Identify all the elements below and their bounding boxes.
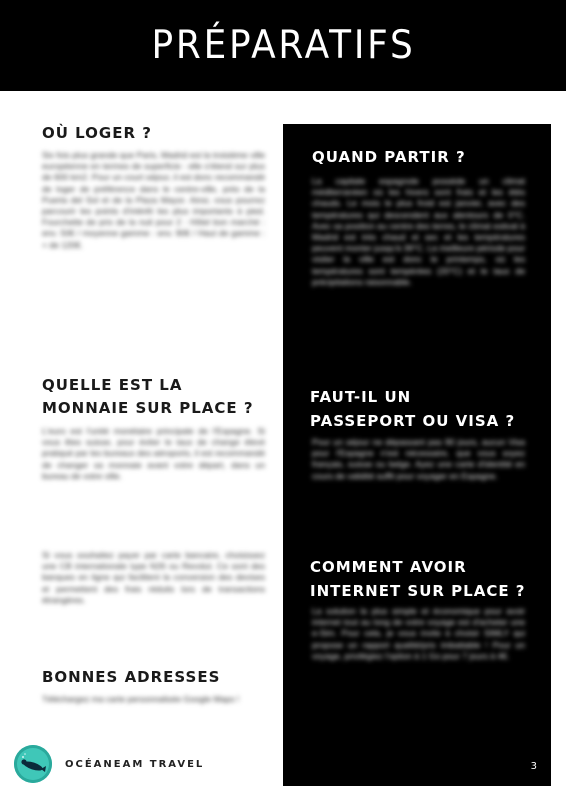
- page-title: PRÉPARATIFS: [150, 23, 416, 68]
- body-monnaie-1: L'euro est l'unité monétaire principale de l'Espagne. Si vous êtes suisse, pour éviter le taux de change élevé pratiqué par les bureaux des aéroports, il est recommandé de changer sa monnaie avant votre départ, dans un bureau de votre ville.: [42, 426, 265, 481]
- heading-internet-line2: INTERNET SUR PLACE ?: [310, 582, 526, 600]
- page-header: [0, 0, 566, 91]
- body-monnaie-2: Si vous souhaitez payer par carte bancaire, choisissez une CB internationale type N26 ou Revolut. Ce sont des banques en ligne qui facilitent la conversion des devises et permettent des frais réduits lors de transactions étrangères.: [42, 550, 265, 605]
- heading-ou-loger: OÙ LOGER ?: [42, 124, 152, 142]
- brand-name: OCÉANEAM TRAVEL: [65, 758, 205, 770]
- right-panel: [283, 124, 551, 786]
- heading-internet-line1: COMMENT AVOIR: [310, 558, 467, 576]
- body-bonnes-adresses[interactable]: Téléchargez ma carte personnalisée Google Maps !: [42, 694, 240, 704]
- body-ou-loger: Six fois plus grande que Paris, Madrid est la troisième ville européenne en termes de superficie : elle s'étend sur plus de 600 km2. Pour un court séjour, il est donc recommandé de loger de préférence dans le centre-ville, près de la Puerta del Sol et de la Plaza Mayor. Ainsi, vous pourrez parcourir les points d'intérêt les plus importants à pied. Fourchette de prix de la nuit pour 2 : Hôtel bon marché : env. 50€ / moyenne gamme : env. 90€ / Haut de gamme : + de 120€.: [42, 150, 265, 250]
- heading-passeport-line1: FAUT-IL UN: [310, 388, 412, 406]
- body-internet: La solution la plus simple et économique pour avoir internet tout au long de votre voyage est d'acheter une e-Sim. Pour cela, je vous invite à choisir SIMLY qui propose un rapport qualité/prix imbattable ! Pour un voyage, privilégiez l'option à 1 Go pour 7 jours à 4€.: [312, 606, 525, 661]
- footer-brand: [14, 744, 204, 784]
- heading-monnaie-line1: QUELLE EST LA: [42, 376, 183, 394]
- heading-bonnes-adresses: BONNES ADRESSES: [42, 668, 221, 686]
- page-number: 3: [530, 761, 537, 772]
- body-passeport: Pour un séjour ne dépassant pas 90 jours, aucun Visa pour l'Espagne n'est nécessaire, que vous soyez français, suisse ou belge. Ayez une carte d'identité en cours de validité suffit pour voyager en Espagne.: [312, 437, 525, 481]
- heading-quand-partir: QUAND PARTIR ?: [312, 148, 466, 166]
- heading-monnaie-line2: MONNAIE SUR PLACE ?: [42, 399, 254, 417]
- diver-logo-icon: [14, 745, 52, 783]
- body-quand-partir: La capitale espagnole possède un climat méditerranéen où les hivers sont frais et les étés chauds. Le mois le plus froid est janvier, avec des températures qui descendent aux alentours de 0°C. Avec sa position au centre des terres, le climat estival à Madrid est très chaud et sec et les températures peuvent monter jusqu'à 39°C. La meilleure période pour visiter la ville est donc le printemps, où les températures sont tempérées (20°C) et le taux de précipitations raisonnable.: [312, 176, 525, 287]
- heading-passeport-line2: PASSEPORT OU VISA ?: [310, 412, 516, 430]
